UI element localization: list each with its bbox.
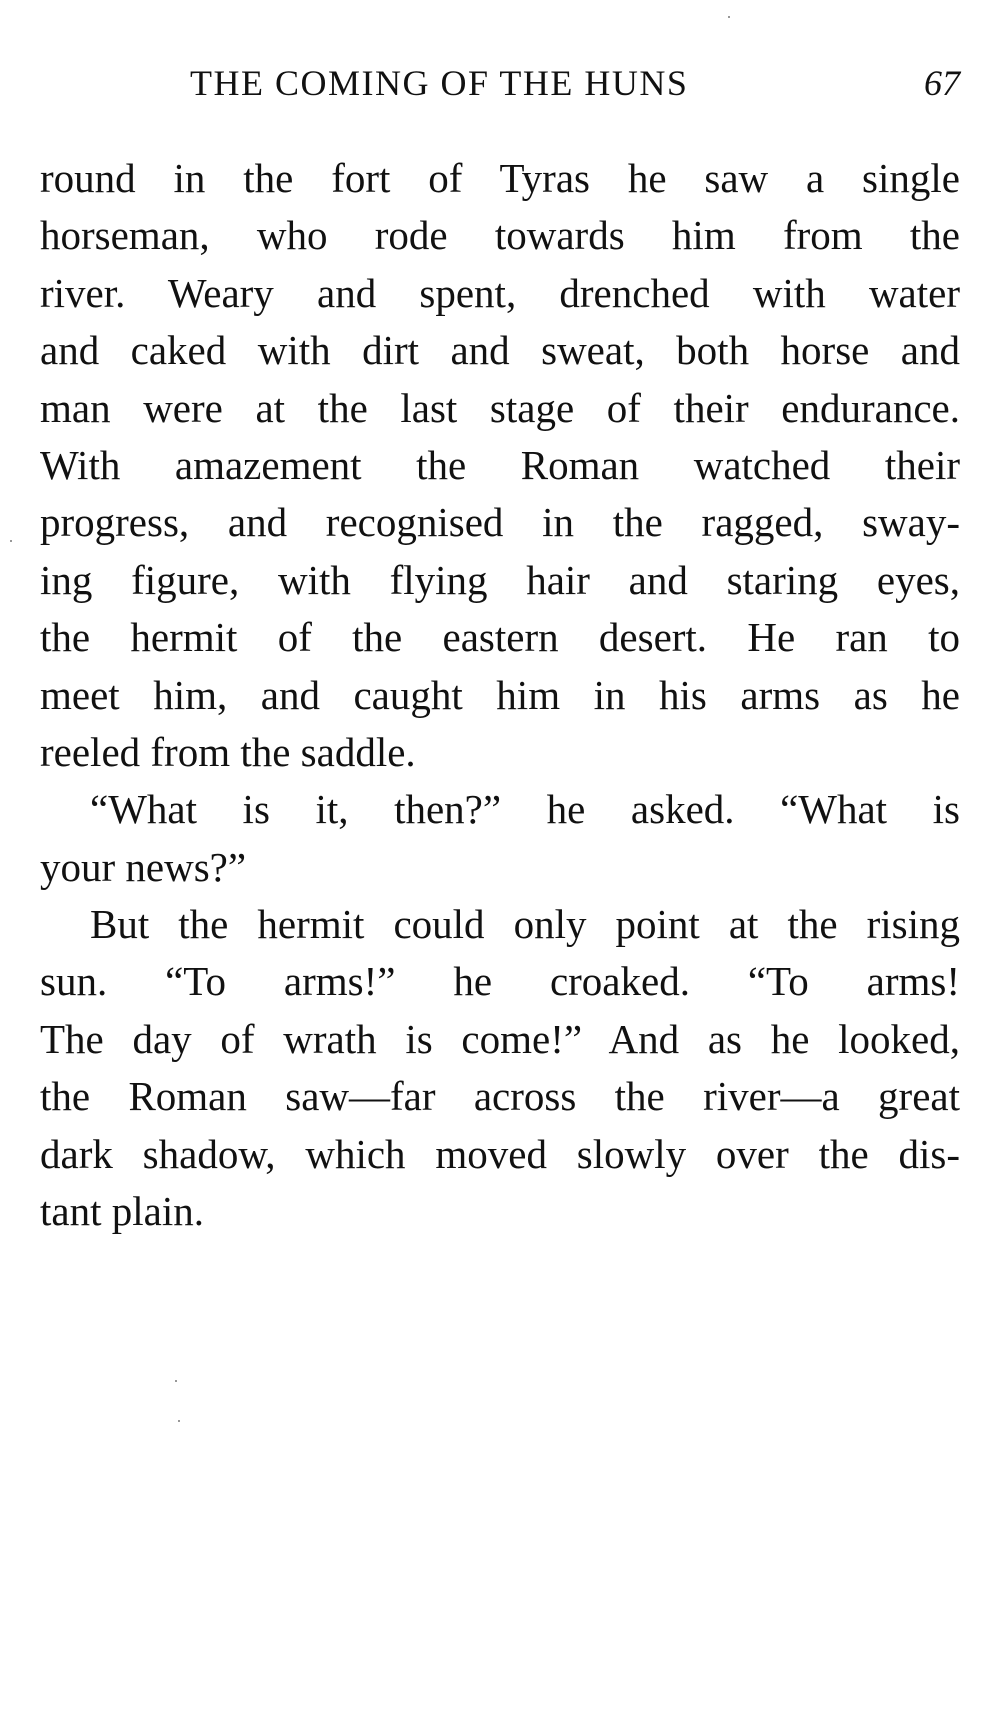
text-line: reeled from the saddle. xyxy=(40,728,416,775)
scan-speck xyxy=(175,1380,177,1382)
text-line: “What is it, then?” he asked. “What is xyxy=(90,786,960,833)
text-line: the Roman saw—far across the river—a great xyxy=(40,1073,960,1120)
text-line: progress, and recognised in the ragged, sway- xyxy=(40,499,960,546)
text-line: The day of wrath is come!” And as he looked, xyxy=(40,1015,960,1062)
text-line: With amazement the Roman watched their xyxy=(40,441,960,488)
scan-speck xyxy=(728,16,730,18)
text-line: ing figure, with flying hair and staring eyes, xyxy=(40,556,960,603)
text-line: man were at the last stage of their endurance. xyxy=(40,384,960,431)
running-head xyxy=(40,58,960,108)
text-line: and caked with dirt and sweat, both horse and xyxy=(40,327,960,374)
body-text xyxy=(40,150,960,1240)
text-line: dark shadow, which moved slowly over the dis- xyxy=(40,1130,960,1177)
text-line: meet him, and caught him in his arms as he xyxy=(40,671,960,718)
scan-speck xyxy=(178,1420,180,1422)
text-line: tant plain. xyxy=(40,1188,204,1235)
text-line: sun. “To arms!” he croaked. “To arms! xyxy=(40,958,960,1005)
text-line: river. Weary and spent, drenched with water xyxy=(40,269,960,316)
text-line: But the hermit could only point at the rising xyxy=(90,901,960,948)
text-line: round in the fort of Tyras he saw a single xyxy=(40,155,960,201)
text-line: the hermit of the eastern desert. He ran to xyxy=(40,614,960,661)
scan-speck xyxy=(10,540,12,542)
text-line: your news?” xyxy=(40,843,247,890)
page-number: 67 xyxy=(924,63,960,103)
text-line: horseman, who rode towards him from the xyxy=(40,212,960,259)
chapter-title: THE COMING OF THE HUNS xyxy=(190,63,689,103)
